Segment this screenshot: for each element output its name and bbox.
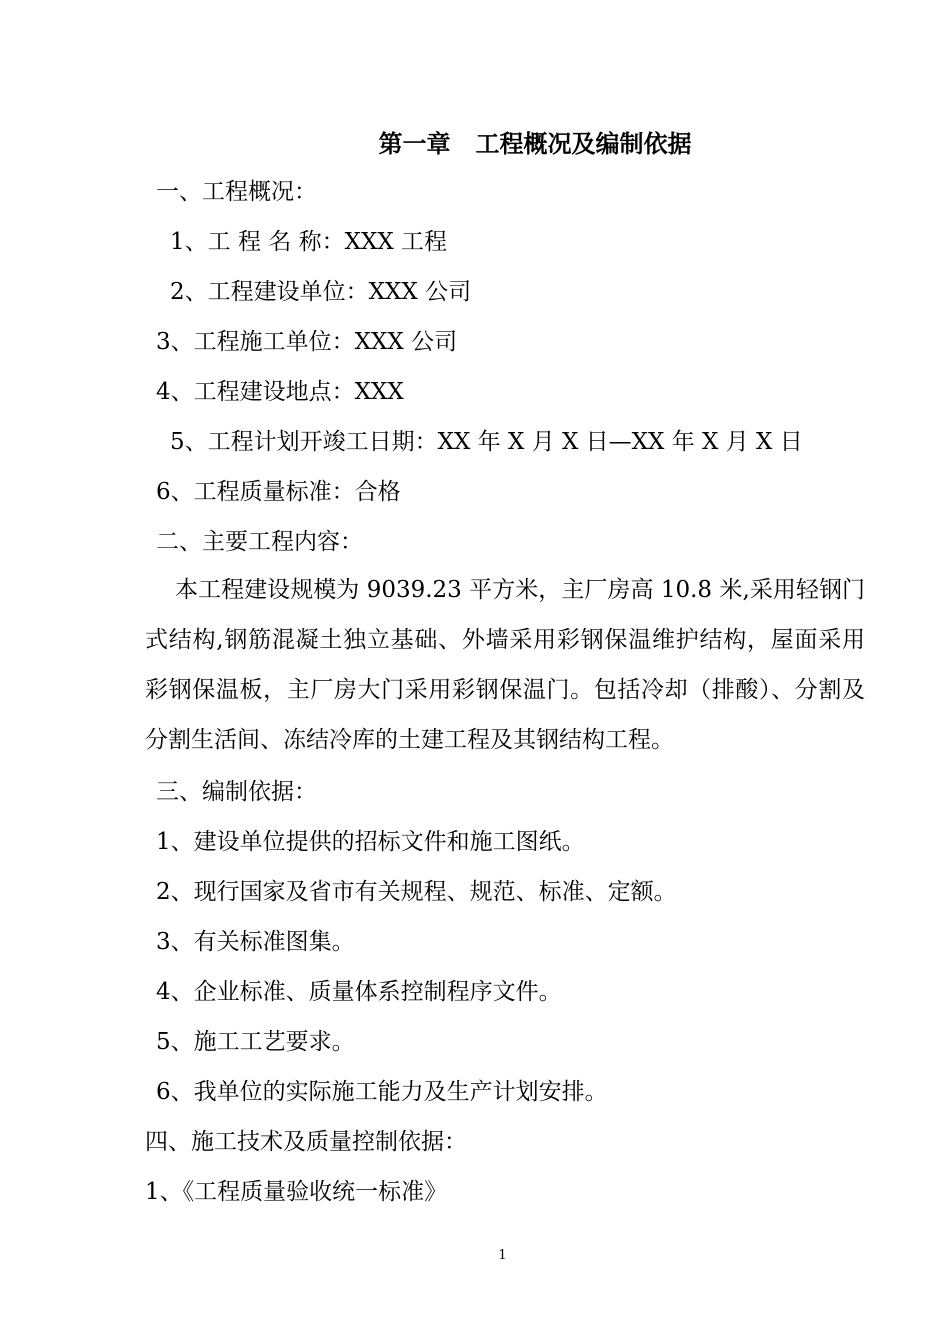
page-number: 1 bbox=[498, 1248, 507, 1263]
section-heading-quality-basis: 四、施工技术及质量控制依据： bbox=[145, 1129, 467, 1155]
basis-item: 5、施工工艺要求。 bbox=[156, 1029, 355, 1055]
overview-item-contractor: 3、工程施工单位：XXX 公司 bbox=[156, 329, 458, 355]
section-heading-main-content: 二、主要工程内容： bbox=[156, 529, 363, 555]
section-heading-overview: 一、工程概况： bbox=[156, 179, 317, 205]
basis-item: 3、有关标准图集。 bbox=[156, 929, 355, 955]
overview-item-project-name: 1、工 程 名 称：XXX 工程 bbox=[170, 229, 447, 255]
overview-item-schedule: 5、工程计划开竣工日期：XX 年 X 月 X 日—XX 年 X 月 X 日 bbox=[170, 429, 803, 455]
main-content-paragraph: 本工程建设规模为 9039.23 平方米，主厂房高 10.8 米,采用轻钢门式结构,钢筋混凝土独立基础、外墙采用彩钢保温维护结构，屋面采用彩钢保温板，主厂房大门采用彩钢保温门。包括冷却（排酸）、分割及分割生活间、冻结冷库的土建工程及其钢结构工程。 bbox=[145, 577, 865, 753]
chapter-title: 第一章 工程概况及编制依据 bbox=[378, 129, 692, 158]
basis-item: 2、现行国家及省市有关规程、规范、标准、定额。 bbox=[156, 879, 677, 905]
basis-item: 4、企业标准、质量体系控制程序文件。 bbox=[156, 979, 562, 1005]
section-heading-basis: 三、编制依据： bbox=[156, 779, 317, 805]
overview-item-location: 4、工程建设地点：XXX bbox=[156, 379, 404, 405]
overview-item-quality: 6、工程质量标准：合格 bbox=[156, 479, 401, 505]
basis-item: 6、我单位的实际施工能力及生产计划安排。 bbox=[156, 1079, 608, 1105]
quality-basis-item: 1、《工程质量验收统一标准》 bbox=[145, 1179, 448, 1205]
basis-item: 1、建设单位提供的招标文件和施工图纸。 bbox=[156, 829, 585, 855]
overview-item-owner: 2、工程建设单位：XXX 公司 bbox=[170, 279, 472, 305]
